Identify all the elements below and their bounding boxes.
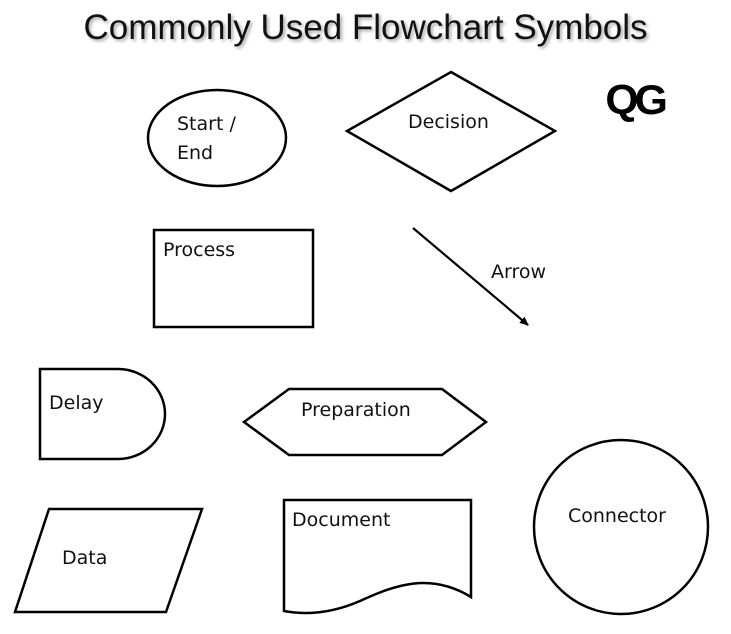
terminal-label: Start / End	[177, 113, 236, 164]
data-label: Data	[62, 547, 108, 569]
qg-logo: QG	[605, 76, 664, 123]
arrow-label: Arrow	[491, 261, 547, 283]
document-label: Document	[292, 509, 391, 531]
data-shape	[15, 509, 202, 612]
page-title: Commonly Used Flowchart Symbols	[83, 8, 648, 47]
delay-label: Delay	[49, 392, 104, 414]
connector-label: Connector	[568, 505, 666, 527]
process-label: Process	[163, 239, 236, 261]
decision-label: Decision	[408, 111, 489, 133]
preparation-label: Preparation	[301, 399, 411, 421]
